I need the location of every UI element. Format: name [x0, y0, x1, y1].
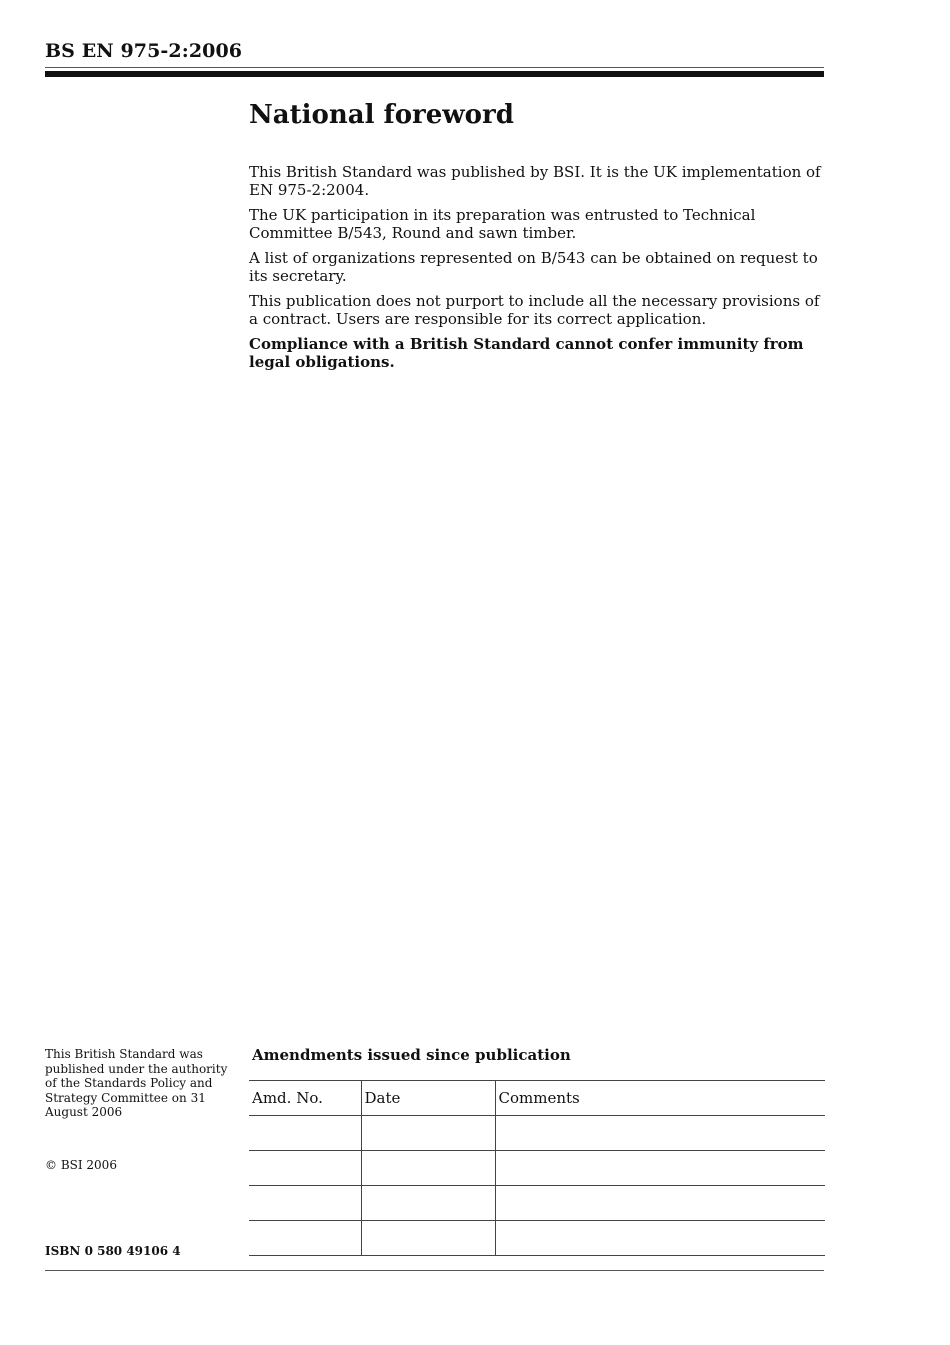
header-thin-rule: [45, 67, 824, 68]
header-thick-rule: [45, 71, 824, 77]
column-header-date: Date: [361, 1081, 495, 1116]
table-cell: [495, 1221, 825, 1256]
table-cell: [495, 1151, 825, 1186]
column-header-comments: Comments: [495, 1081, 825, 1116]
compliance-note: Compliance with a British Standard cannot confer immunity from legal obligations.: [249, 335, 804, 371]
table-cell: [361, 1221, 495, 1256]
table-row: [249, 1221, 825, 1256]
table-row: [249, 1116, 825, 1151]
isbn: ISBN 0 580 49106 4: [45, 1244, 181, 1258]
table-cell: [249, 1186, 361, 1221]
table-row: [249, 1151, 825, 1186]
table-cell: [249, 1151, 361, 1186]
table-cell: [249, 1221, 361, 1256]
copyright-notice: © BSI 2006: [45, 1158, 117, 1172]
table-header-row: [249, 1081, 825, 1116]
document-id: BS EN 975-2:2006: [45, 40, 243, 62]
foreword-paragraph: A list of organizations represented on B/543 can be obtained on request to its secretary.: [249, 249, 818, 285]
publication-note: This British Standard was published under the authority of the Standards Policy and Strategy Committee on 31 August 2006: [45, 1047, 228, 1119]
amendments-title: Amendments issued since publication: [252, 1046, 571, 1064]
foreword-paragraph: This publication does not purport to include all the necessary provisions of a contract. Users are responsible for its correct application.: [249, 292, 820, 328]
foreword-paragraph: The UK participation in its preparation was entrusted to Technical Committee B/543, Round and sawn timber.: [249, 206, 756, 242]
page-title: National foreword: [249, 100, 514, 130]
table-cell: [361, 1116, 495, 1151]
table-cell: [249, 1116, 361, 1151]
foreword-paragraph: This British Standard was published by BSI. It is the UK implementation of EN 975-2:2004.: [249, 163, 821, 199]
table-cell: [495, 1116, 825, 1151]
table-cell: [361, 1151, 495, 1186]
table-cell: [361, 1186, 495, 1221]
table-cell: [495, 1186, 825, 1221]
footer-rule: [45, 1270, 824, 1271]
table-row: [249, 1186, 825, 1221]
column-header-amd-no: Amd. No.: [249, 1081, 361, 1116]
foreword-body: [249, 164, 827, 379]
amendments-table: [249, 1080, 825, 1256]
